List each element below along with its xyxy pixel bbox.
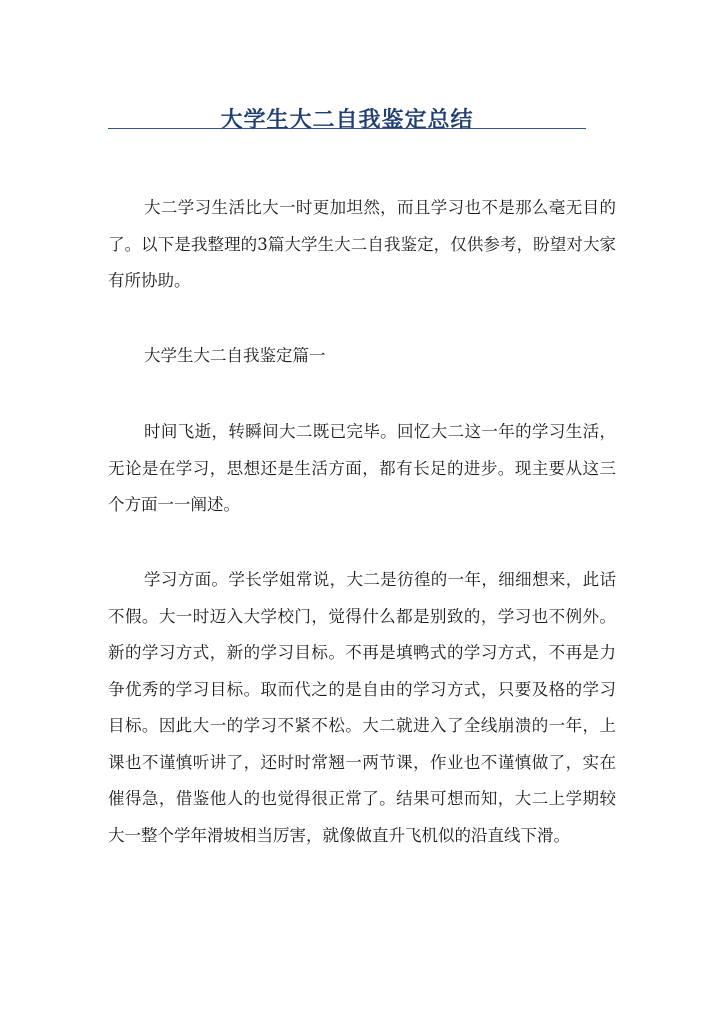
title-underline-divider — [108, 128, 586, 129]
document-title: 大学生大二自我鉴定总结 — [220, 106, 474, 133]
section-heading: 大学生大二自我鉴定篇一 — [144, 346, 326, 365]
time-paragraph: 时间飞逝，转瞬间大二既已完毕。回忆大二这一年的学习生活，无论是在学习，思想还是生活方面，都有长足的进步。现主要从这三个方面一一阐述。 — [108, 422, 616, 514]
intro-paragraph: 大二学习生活比大一时更加坦然，而且学习也不是那么毫无目的了。以下是我整理的3篇大学生大二自我鉴定，仅供参考，盼望对大家有所协助。 — [108, 198, 616, 290]
study-paragraph: 学习方面。学长学姐常说，大二是彷徨的一年，细细想来，此话不假。大一时迈入大学校门，觉得什么都是别致的，学习也不例外。新的学习方式，新的学习目标。不再是填鸭式的学习方式，不再是力争优秀的学习目标。取而代之的是自由的学习方式，只要及格的学习目标。因此大一的学习不紧不松。大二就进入了全线崩溃的一年，上课也不谨慎听讲了，还时时常翘一两节课，作业也不谨慎做了，实在催得急，借鉴他人的也觉得很正常了。结果可想而知，大二上学期较大一整个学年滑坡相当厉害，就像做直升飞机似的沿直线下滑。 — [108, 570, 616, 845]
